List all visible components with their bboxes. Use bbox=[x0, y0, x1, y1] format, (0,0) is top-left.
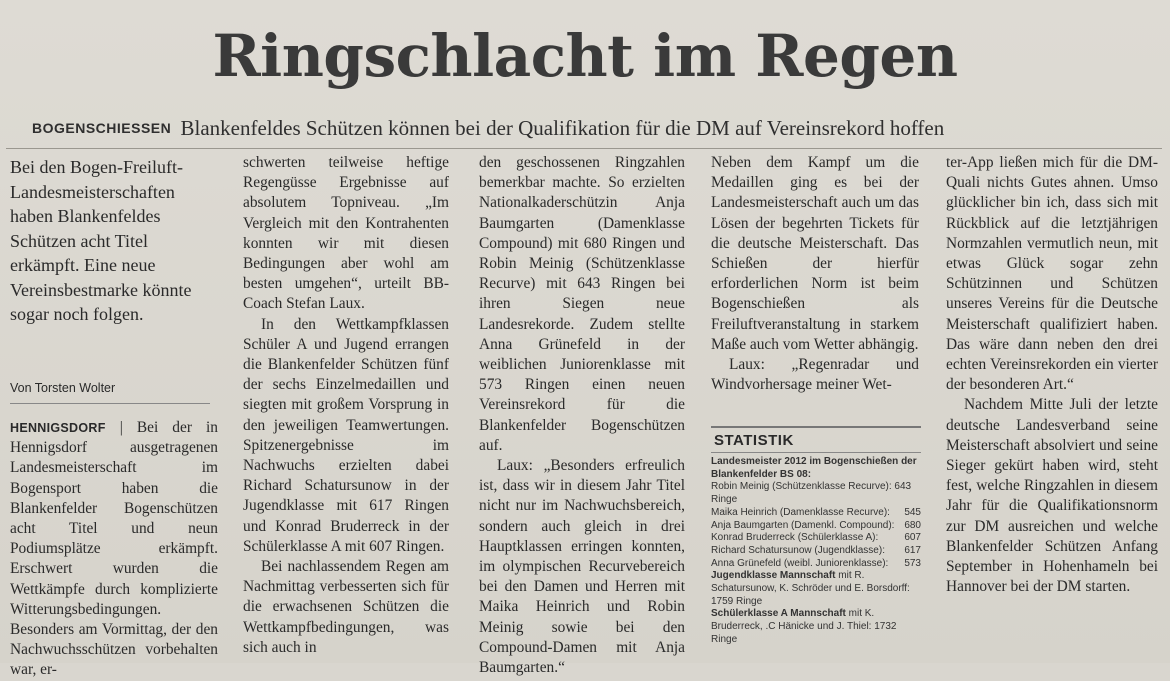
section-kicker: BOGENSCHIESSEN bbox=[32, 120, 172, 136]
statistik-row-label: Anna Grünefeld (weibl. Juniorenklasse): bbox=[711, 557, 889, 569]
statistik-team-2-label: Schülerklasse A Mannschaft bbox=[711, 608, 846, 620]
column-1-text: | Bei der in Hennigsdorf ausgetragenen Landesmeisterschaft im Bogensport haben die Blankenfelder Bogenschützen acht Titel und neun Podiumsplätze erkämpft. Erschwert wurden die Wettkämpfe durch komplizierte Witterungsbedingungen. Besonders am Vormittag, der den Nachwuchsschützen vorbehalten war, er- bbox=[10, 419, 218, 679]
dateline: HENNIGSDORF bbox=[10, 421, 106, 435]
column-4 bbox=[711, 153, 919, 395]
lead-text: Bei den Bogen-Freiluft-Landesmeisterschaften haben Blankenfeldes Schützen acht Titel erkämpft. Eine neue Vereinsbestmarke könnte sogar noch folgen. bbox=[10, 157, 192, 324]
statistik-row-value: 545 bbox=[904, 506, 921, 518]
column-2 bbox=[243, 153, 449, 658]
column-1-paragraph bbox=[10, 418, 218, 681]
header-rule bbox=[6, 148, 1162, 149]
statistik-row-label: Konrad Bruderreck (Schülerklasse A): bbox=[711, 532, 879, 544]
statistik-row bbox=[711, 545, 921, 558]
statistik-row-value: 573 bbox=[904, 557, 921, 569]
column-2-paragraph: schwerten teilweise heftige Regengüsse Ergebnisse auf absolutem Topniveau. „Im Vergleich mit den Kontrahenten konnten wir mit diesen Bedingungen aber wohl am besten umgehen“, urteilt BB-Coach Stefan Laux. bbox=[243, 154, 449, 313]
column-5 bbox=[946, 153, 1158, 597]
lead-paragraph bbox=[10, 155, 200, 327]
statistik-row-label: Richard Schatursunow (Jugendklasse): bbox=[711, 544, 885, 556]
statistik-row-value: 617 bbox=[904, 544, 921, 556]
column-1 bbox=[10, 418, 218, 681]
statistik-row-value: 680 bbox=[904, 519, 921, 531]
column-2-paragraph: In den Wettkampfklassen Schüler A und Jugend errangen die Blankenfelder Schützen fünf der sechs Einzelmedaillen und siegten mit großem Vorsprung in den jeweiligen Teamwertungen. Spitzenergebnisse im Nachwuchs erzielten dabei Richard Schatursunow in der Jugendklasse mit 617 Ringen und Konrad Bruderreck in der Schülerklasse A mit 607 Ringen. bbox=[243, 315, 449, 555]
column-4-paragraph: Neben dem Kampf um die Medaillen ging es bei der Landesmeisterschaft auch um das Lösen der begehrten Tickets für die deutsche Meisterschaft. Das Schießen der hierfür erforderlichen Norm ist beim Bogenschießen als Freiluftveranstaltung in starkem Maße auch vom Wetter abhängig. bbox=[711, 154, 919, 353]
column-2-paragraph: Bei nachlassendem Regen am Nachmittag verbesserten sich für die erwachsenen Schützen die Wettkampfbedingungen, was sich auch in bbox=[243, 558, 449, 656]
statistik-row bbox=[711, 532, 921, 545]
byline: Von Torsten Wolter bbox=[10, 381, 116, 395]
headline: Ringschlacht im Regen bbox=[212, 22, 958, 90]
statistik-row bbox=[711, 507, 921, 520]
statistik-team-1-text: mit R. Schatursunow, K. Schröder und E. Borsdorff: 1759 Ringe bbox=[711, 570, 910, 607]
column-4-paragraph: Laux: „Regenradar und Windvorhersage meiner Wet- bbox=[711, 356, 919, 394]
statistik-team-1 bbox=[711, 570, 921, 608]
statistik-row bbox=[711, 558, 921, 571]
statistik-row-label: Maika Heinrich (Damenklasse Recurve): bbox=[711, 506, 890, 518]
column-3-paragraph: Laux: „Besonders erfreulich ist, dass wir in diesem Jahr Titel nicht nur im Nachwuchsbereich, sondern auch gleich in drei Hauptklassen erringen konnten, im olympischen Recurvebereich bei den Damen und Herren mit Maika Heinrich und Robin Meinig sowie bei den Compound-Damen mit Anja Baumgarten.“ bbox=[479, 457, 685, 677]
statistik-team-2 bbox=[711, 608, 921, 646]
statistik-body bbox=[711, 456, 921, 647]
statistik-first-entry: Robin Meinig (Schützenklasse Recurve): 643 Ringe bbox=[711, 481, 912, 506]
column-3 bbox=[479, 153, 685, 678]
byline-rule bbox=[10, 403, 210, 404]
subheadline-row bbox=[32, 113, 1150, 143]
statistik-team-1-label: Jugendklasse Mannschaft bbox=[711, 570, 836, 582]
statistik-team-2-text: mit K. Bruderreck, .C Hänicke und J. Thiel: 1732 Ringe bbox=[711, 608, 897, 645]
statistik-subtitle: Landesmeister 2012 im Bogenschießen der Blankenfelder BS 08: bbox=[711, 456, 917, 480]
subheadline: Blankenfeldes Schützen können bei der Qualifikation für die DM auf Vereinsrekord hoffen bbox=[180, 116, 945, 140]
column-5-paragraph: ter-App ließen mich für die DM-Quali nichts Gutes ahnen. Umso glücklicher bin ich, dass sich mit Rückblick auf die letztjährigen Normzahlen vermutlich neun, mit etwas Glück sogar zehn Schützinnen und Schützen unseres Vereins für die Deutsche Meisterschaft qualifiziert haben. Das wäre dann neben den drei echten Vereinsrekorden ein vierter der besonderen Art.“ bbox=[946, 154, 1158, 394]
statistik-row bbox=[711, 520, 921, 533]
statistik-row-label: Anja Baumgarten (Damenkl. Compound): bbox=[711, 519, 895, 531]
column-3-paragraph: den geschossenen Ringzahlen bemerkbar machte. So erzielten Nationalkaderschützin Anja Baumgarten (Damenklasse Compound) mit 680 Ringen und Robin Meinig (Schützenklasse Recurve) mit 643 Ringen bei ihren Siegen neue Landesrekorde. Zudem stellte Anna Grünefeld in der weiblichen Juniorenklasse mit 573 Ringen einen neuen Vereinsrekord für die Blankenfelder Bogenschützen auf. bbox=[479, 154, 685, 454]
statistik-box bbox=[711, 426, 921, 647]
statistik-row-value: 607 bbox=[904, 532, 921, 544]
statistik-title: STATISTIK bbox=[711, 426, 921, 453]
column-5-paragraph: Nachdem Mitte Juli der letzte deutsche Landesverband seine Meisterschaft absolviert und seine Sieger gekürt haben wird, steht fest, welche Ringzahlen in diesem Jahr für die Qualifikationsnorm zur DM ausreichen und welche Blankenfelder Schützen Anfang September in Hohenhameln bei Hannover bei der DM starten. bbox=[946, 396, 1158, 596]
